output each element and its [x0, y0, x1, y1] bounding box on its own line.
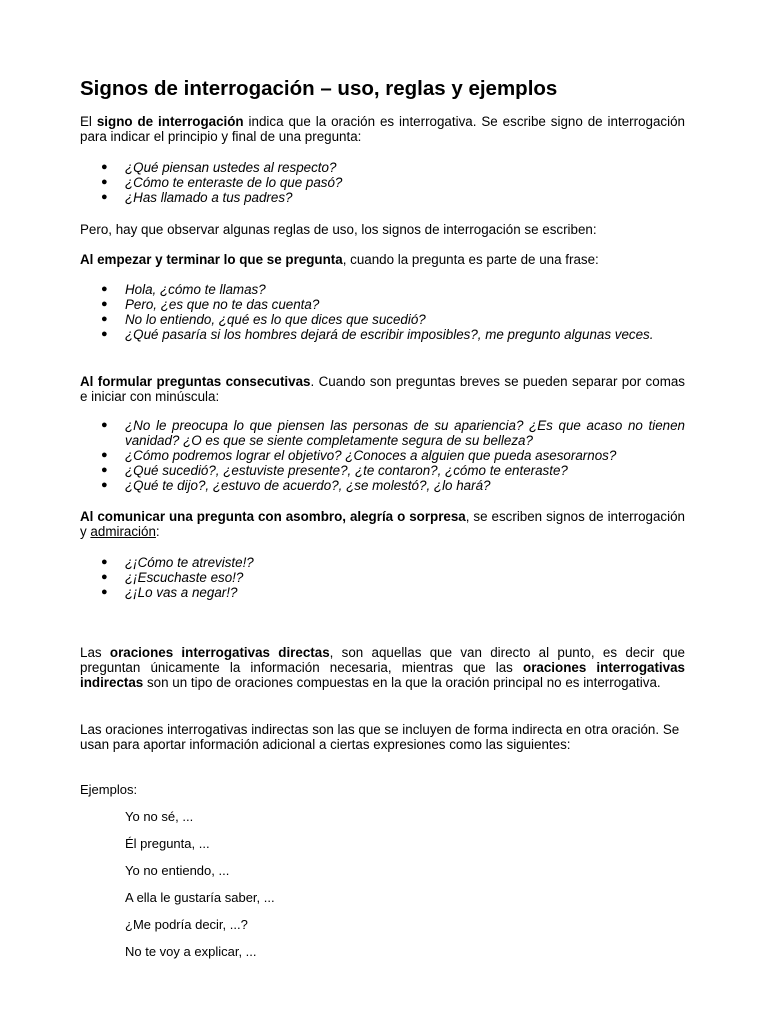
- list-item: ● Hola, ¿cómo te llamas?: [101, 282, 266, 297]
- list-item: ● ¿Qué pasaría si los hombres dejará de escribir imposibles?, me pregunto algunas veces.: [101, 327, 654, 342]
- examples-list-3: [80, 418, 685, 493]
- rules-intro: Pero, hay que observar algunas reglas de uso, los signos de interrogación se escriben:: [80, 222, 597, 237]
- list-item: ● ¿Cómo te enteraste de lo que pasó?: [101, 175, 343, 190]
- example-line: ¿Me podría decir, ...?: [125, 917, 248, 932]
- list-item: ● ¿Cómo podremos lograr el objetivo? ¿Conoces a alguien que pueda asesorarnos?: [101, 448, 617, 463]
- list-item: ● ¿Qué piensan ustedes al respecto?: [101, 160, 337, 175]
- examples-label: Ejemplos:: [80, 782, 138, 797]
- example-line: Él pregunta, ...: [125, 836, 210, 851]
- list-item: ● ¿¡Escuchaste eso!?: [101, 570, 244, 585]
- examples-list-4: [80, 555, 685, 600]
- examples-list-1: [80, 160, 685, 205]
- list-item: ● ¿¡Lo vas a negar!?: [101, 585, 238, 600]
- list-item: ● ¿Has llamado a tus padres?: [101, 190, 293, 205]
- rule-3-paragraph: Al comunicar una pregunta con asombro, alegría o sorpresa, se escriben signos de interrogación y admiración:: [80, 509, 685, 539]
- list-item: ● Pero, ¿es que no te das cuenta?: [101, 297, 320, 312]
- example-line: Yo no entiendo, ...: [125, 863, 230, 878]
- list-item: ● ¿Qué sucedió?, ¿estuviste presente?, ¿te contaron?, ¿cómo te enteraste?: [101, 463, 568, 478]
- example-line: A ella le gustaría saber, ...: [125, 890, 275, 905]
- example-line: No te voy a explicar, ...: [125, 944, 257, 959]
- indirectas-paragraph: Las oraciones interrogativas indirectas son las que se incluyen de forma indirecta en otra oración. Se usan para aportar información adicional a ciertas expresiones como las siguientes:: [80, 722, 680, 752]
- example-line: Yo no sé, ...: [125, 809, 194, 824]
- examples-list-2: [80, 282, 685, 342]
- page-title: Signos de interrogación – uso, reglas y ejemplos: [80, 77, 558, 100]
- directas-paragraph: Las oraciones interrogativas directas, son aquellas que van directo al punto, es decir que preguntan únicamente la información necesaria, mientras que las oraciones interrogativas indirectas son un tipo de oraciones compuestas en la que la oración principal no es interrogativa.: [80, 645, 685, 690]
- admiracion-link[interactable]: admiración: [90, 524, 156, 539]
- list-item: ● No lo entiendo, ¿qué es lo que dices que sucedió?: [101, 312, 426, 327]
- intro-paragraph: El signo de interrogación indica que la oración es interrogativa. Se escribe signo de interrogación para indicar el principio y final de una pregunta:: [80, 114, 685, 144]
- list-item: ● ¿Qué te dijo?, ¿estuvo de acuerdo?, ¿se molestó?, ¿lo hará?: [101, 478, 491, 493]
- rule-2-paragraph: Al formular preguntas consecutivas. Cuando son preguntas breves se pueden separar por comas e iniciar con minúscula:: [80, 374, 685, 404]
- list-item: ● ¿¡Cómo te atreviste!?: [101, 555, 254, 570]
- list-item: ● ¿No le preocupa lo que piensen las personas de su apariencia? ¿Es que acaso no tienen vanidad? ¿O es que se siente completamente segura de su belleza?: [101, 418, 685, 448]
- rule-1-heading: Al empezar y terminar lo que se pregunta, cuando la pregunta es parte de una frase:: [80, 252, 599, 267]
